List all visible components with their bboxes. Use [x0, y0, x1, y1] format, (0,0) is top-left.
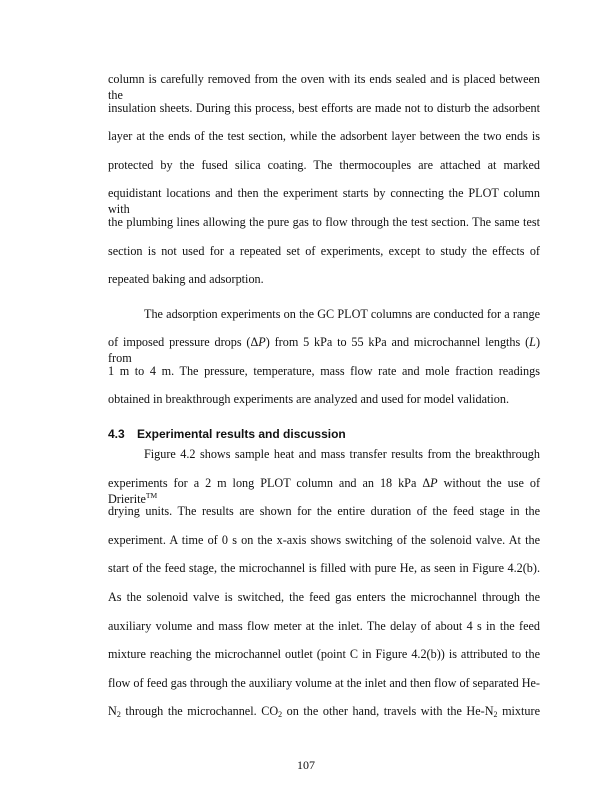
text-run: 1 m to 4 m. The pressure, temperature, mass flow rate and mole fraction readings: [108, 363, 540, 378]
text-run: experiment. A time of 0 s on the x-axis shows switching of the solenoid valve. At the: [108, 532, 540, 547]
text-line: [108, 532, 540, 548]
text-run: L: [529, 335, 536, 350]
text-run: The adsorption experiments on the GC PLOT columns are conducted for a range: [144, 307, 540, 321]
text-run: mixture: [497, 704, 540, 719]
section-heading: [108, 427, 346, 441]
text-run: 2: [493, 710, 498, 720]
text-run: ) from 5 kPa to 55 kPa and microchannel lengths (: [265, 335, 530, 350]
text-run: obtained in breakthrough experiments are analyzed and used for model validation.: [108, 392, 510, 407]
text-line: [108, 100, 540, 116]
text-line: [108, 71, 540, 102]
text-run: on the other hand, travels with the He-N: [282, 704, 494, 719]
text-line: [108, 475, 540, 506]
section-title: Experimental results and discussion: [137, 427, 346, 441]
text-run: auxiliary volume and mass flow meter at the inlet. The delay of about 4 s in the feed: [108, 618, 540, 633]
text-run: equidistant locations and then the experiment starts by connecting the PLOT column with: [108, 186, 540, 217]
text-line: [108, 391, 540, 407]
text-run: start of the feed stage, the microchannel is filled with pure He, as seen in Figure 4.2(b).: [108, 561, 540, 576]
text-line: [108, 243, 540, 259]
text-run: mixture reaching the microchannel outlet (point C in Figure 4.2(b)) is attributed to the: [108, 647, 540, 662]
text-line: [108, 271, 540, 287]
text-line: [108, 703, 540, 719]
text-line: [108, 185, 540, 217]
page-number: 107: [297, 758, 315, 772]
text-line: [108, 675, 540, 691]
text-run: 2: [116, 710, 121, 720]
text-run: ) from: [108, 335, 540, 366]
text-run: 2: [278, 710, 283, 720]
text-line: [144, 306, 540, 322]
text-line: [108, 589, 540, 605]
text-run: protected by the fused silica coating. The thermocouples are attached at marked: [108, 157, 540, 172]
text-run: N: [108, 704, 117, 719]
text-line: [108, 646, 540, 662]
text-run: through the microchannel. CO: [120, 704, 279, 719]
text-run: drying units. The results are shown for the entire duration of the feed stage in the: [108, 504, 540, 519]
text-line: [108, 503, 540, 519]
text-line: [108, 560, 540, 576]
text-run: P: [430, 475, 438, 490]
text-run: column is carefully removed from the oven with its ends sealed and is placed between the: [108, 72, 540, 102]
text-run: section is not used for a repeated set of experiments, except to study the effects of: [108, 243, 540, 258]
text-run: the plumbing lines allowing the pure gas to flow through the test section. The same test: [108, 215, 540, 229]
text-run: flow of feed gas through the auxiliary volume at the inlet and then flow of separated He-: [108, 675, 540, 690]
text-run: P: [258, 335, 266, 350]
text-run: experiments for a 2 m long PLOT column and an 18 kPa Δ: [108, 475, 431, 490]
text-line: [144, 446, 540, 462]
text-run: TM: [145, 490, 158, 500]
text-line: [108, 128, 540, 144]
text-run: repeated baking and adsorption.: [108, 272, 264, 287]
text-line: [108, 157, 540, 173]
text-line: [108, 618, 540, 634]
text-line: [108, 363, 540, 379]
text-line: [108, 334, 540, 366]
text-run: without the use of Drierite: [108, 475, 540, 506]
section-number: 4.3: [108, 427, 125, 441]
text-run: layer at the ends of the test section, while the adsorbent layer between the two ends is: [108, 129, 540, 144]
text-run: Figure 4.2 shows sample heat and mass transfer results from the breakthrough: [144, 447, 540, 461]
text-run: As the solenoid valve is switched, the feed gas enters the microchannel through the: [108, 590, 540, 604]
text-line: [108, 214, 540, 230]
text-run: insulation sheets. During this process, best efforts are made not to disturb the adsorbent: [108, 100, 540, 115]
text-run: of imposed pressure drops (Δ: [108, 335, 259, 350]
